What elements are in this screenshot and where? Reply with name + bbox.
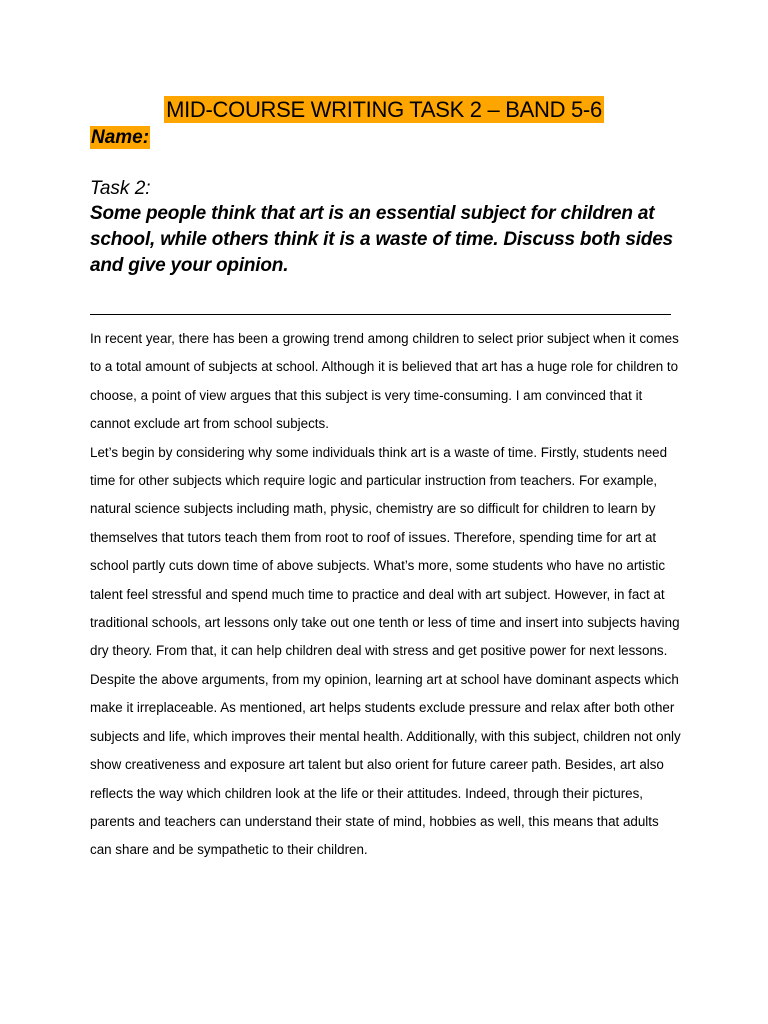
essay-body [90, 325, 682, 865]
divider-line [90, 314, 671, 315]
essay-paragraph-2: Let’s begin by considering why some individuals think art is a waste of time. Firstly, students need time for other subjects which require logic and particular instruction from teachers. For example, natural science subjects including math, physic, chemistry are so difficult for children to learn by themselves that tutors teach them from root to roof of issues. Therefore, spending time for art at school partly cuts down time of above subjects. What’s more, some students who have no artistic talent feel stressful and spend much time to practice and deal with art subject. However, in fact at traditional schools, art lessons only take out one tenth or less of time and insert into subjects having dry theory. From that, it can help children deal with stress and get positive power for next lessons. [90, 444, 680, 659]
essay-paragraph-1: In recent year, there has been a growing trend among children to select prior subject when it comes to a total amount of subjects at school. Although it is believed that art has a huge role for children to choose, a point of view argues that this subject is very time-consuming. I am convinced that it cannot exclude art from school subjects. [90, 331, 679, 432]
title-container [0, 96, 768, 123]
task-label: Task 2: [90, 178, 151, 199]
essay-paragraph-3: Despite the above arguments, from my opinion, learning art at school have dominant aspects which make it irreplaceable. As mentioned, art helps students exclude pressure and relax after both other subjects and life, which improves their mental health. Additionally, with this subject, children not only show creativeness and exposure art talent but also orient for future career path. Besides, art also reflects the way which children look at the life or their attitudes. Indeed, through their pictures, parents and teachers can understand their state of mind, hobbies as well, this means that adults can share and be sympathetic to their children. [90, 671, 681, 858]
document-title: MID-COURSE WRITING TASK 2 – BAND 5-6 [166, 97, 602, 122]
name-label: Name: [91, 127, 150, 148]
task-prompt: Some people think that art is an essential subject for children at school, while others think it is a waste of time. Discuss both sides and give your opinion. [90, 203, 673, 276]
